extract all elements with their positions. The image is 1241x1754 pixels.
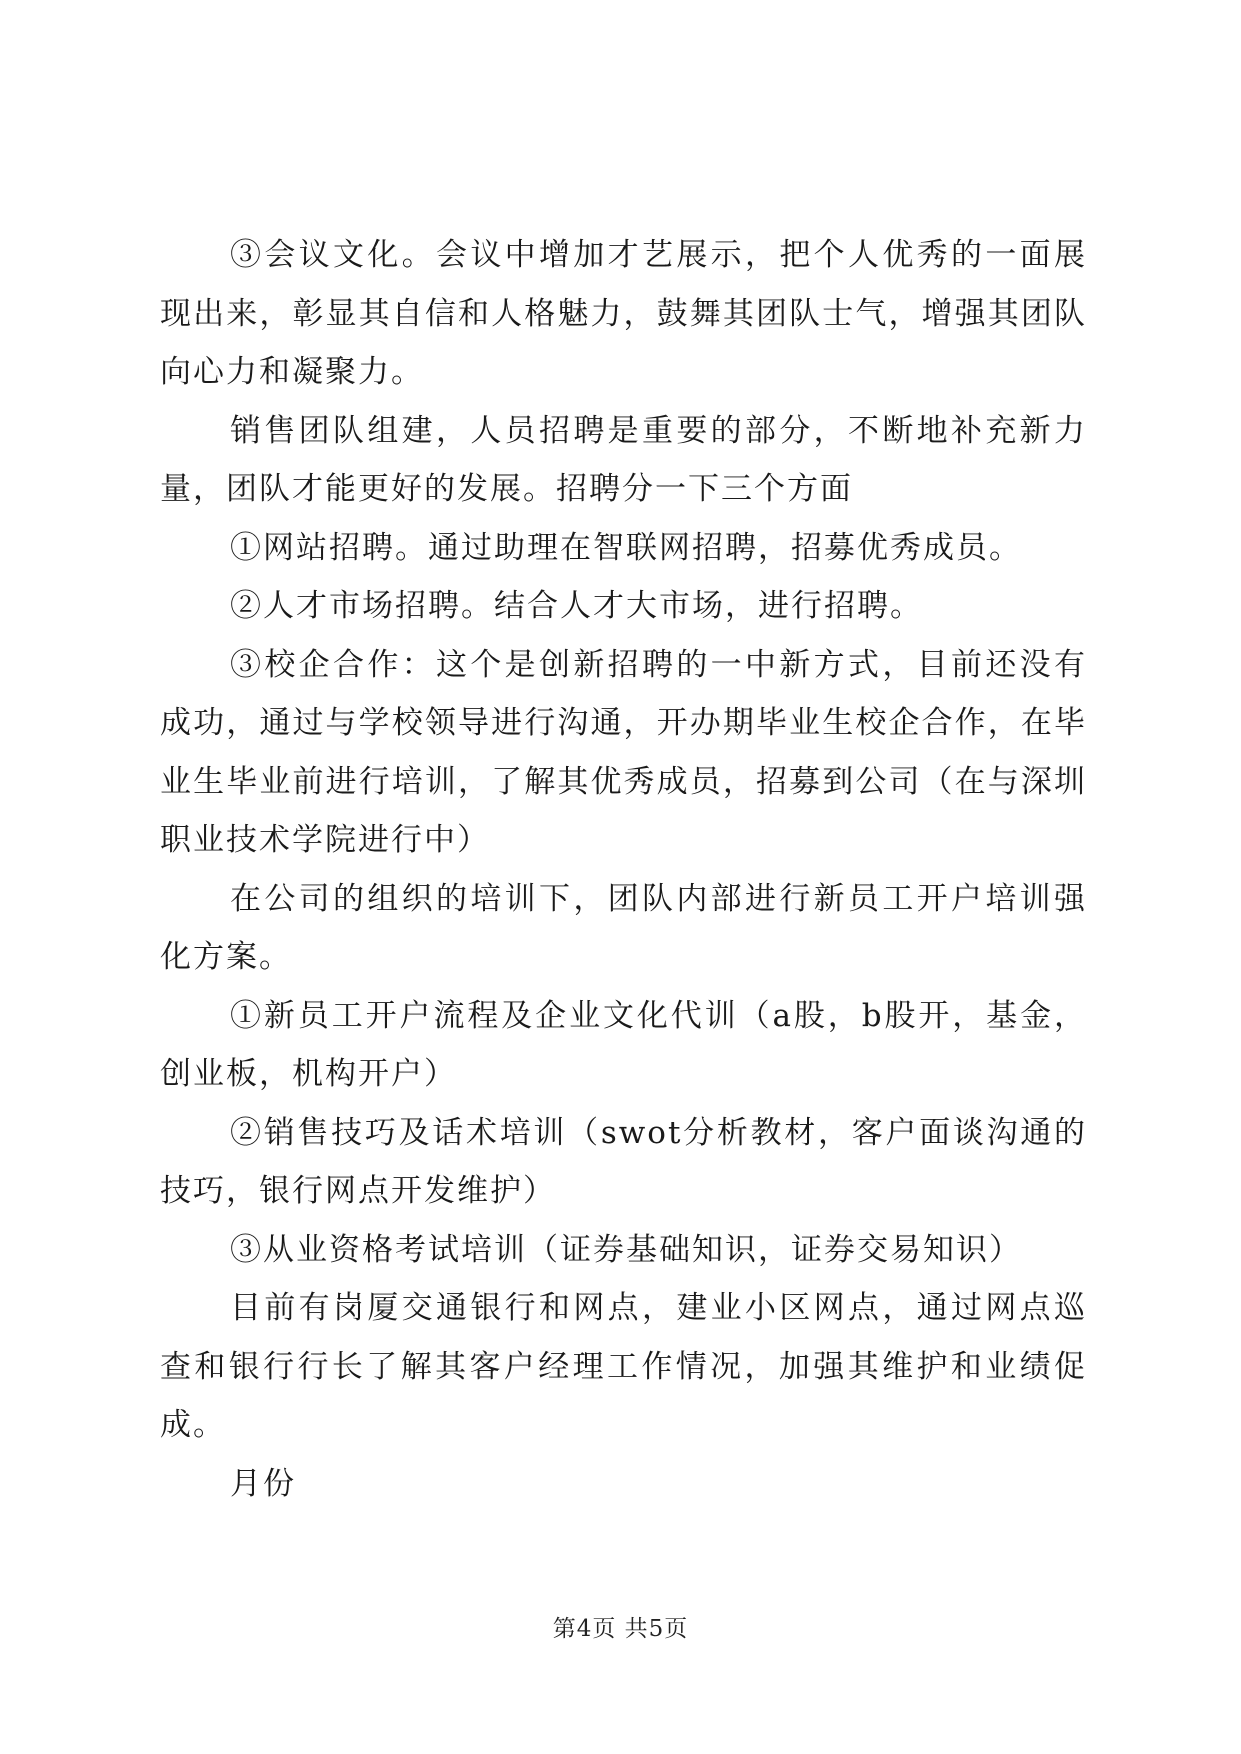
paragraph-talent-market-recruiting: ②人才市场招聘。结合人才大市场，进行招聘。: [230, 588, 923, 624]
paragraph-team-recruiting: 销售团队组建，人员招聘是重要的部分，不断地补充新力量，团队才能更好的发展。招聘分一下三个方面: [160, 412, 1087, 507]
paragraph-month: 月份: [230, 1465, 296, 1502]
paragraph-qualification-exam-training: ③从业资格考试培训（证券基础知识，证券交易知识）: [230, 1231, 1022, 1268]
paragraph-website-recruiting: ①网站招聘。通过助理在智联网招聘，招募优秀成员。: [230, 529, 1022, 566]
paragraph-account-opening-training: ①新员工开户流程及企业文化代训（a股，b股开，基金，创业板，机构开户）: [160, 997, 1087, 1092]
paragraph-bank-outlets: 目前有岗厦交通银行和网点，建业小区网点，通过网点巡查和银行行长了解其客户经理工作情况，加强其维护和业绩促成。: [160, 1290, 1087, 1443]
paragraph-meeting-culture: ③会议文化。会议中增加才艺展示，把个人优秀的一面展现出来，彰显其自信和人格魅力，鼓舞其团队士气，增强其团队向心力和凝聚力。: [160, 237, 1087, 390]
paragraph-school-enterprise-cooperation: ③校企合作：这个是创新招聘的一中新方式，目前还没有成功，通过与学校领导进行沟通，开办期毕业生校企合作，在毕业生毕业前进行培训，了解其优秀成员，招募到公司（在与深圳职业技术学院进行中）: [160, 646, 1087, 858]
document-body: [160, 226, 1087, 1513]
paragraph-sales-skills-training: ②销售技巧及话术培训（swot分析教材，客户面谈沟通的技巧，银行网点开发维护）: [160, 1114, 1087, 1209]
page-number: 第4页 共5页: [552, 1616, 689, 1642]
paragraph-training-plan: 在公司的组织的培训下，团队内部进行新员工开户培训强化方案。: [160, 880, 1087, 975]
